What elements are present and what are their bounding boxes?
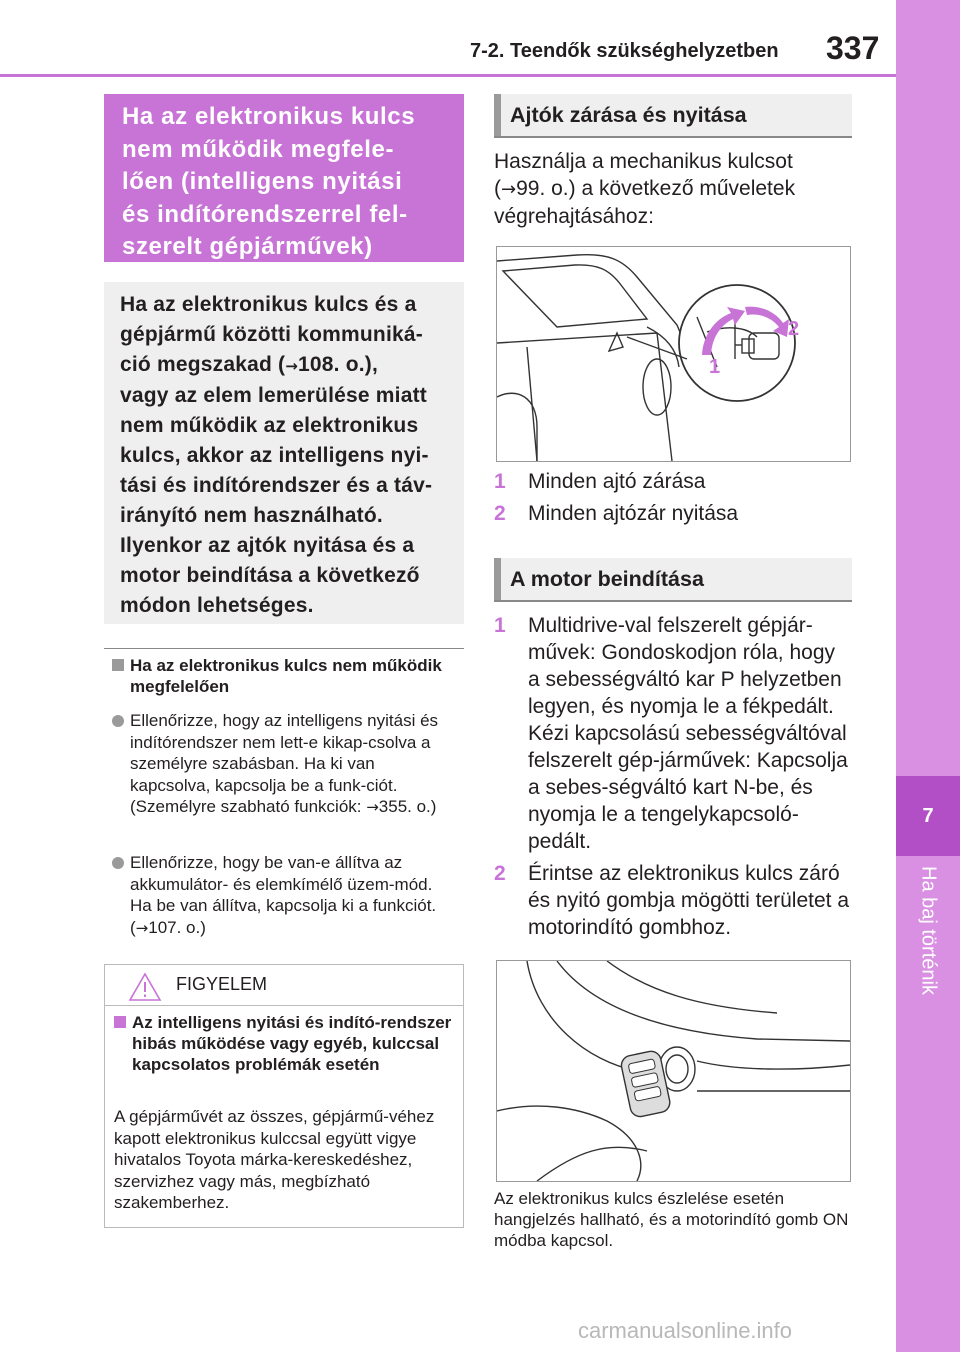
side-tab-chapter-number: 7: [896, 776, 960, 856]
square-bullet-icon: [114, 1016, 126, 1028]
list-number: 2: [494, 502, 506, 525]
list-item: [494, 860, 852, 941]
intro-box: [104, 282, 464, 624]
door-key-drawing: [497, 247, 850, 461]
illus-label-2: 2: [788, 318, 800, 340]
illustration-caption: Az elektronikus kulcs észlelése esetén hangjelzés hallható, és a motorindító gomb ON módba kapcsol.: [494, 1189, 849, 1250]
chapter-title: 7-2. Teendők szükséghelyzetben: [470, 40, 779, 62]
title-line: nem működik megfele-: [122, 135, 395, 163]
intro-line: Ha az elektronikus kulcs és a: [120, 293, 417, 316]
list-item: [494, 468, 854, 495]
doors-intro-text: Használja a mechanikus kulcsot: [494, 150, 793, 173]
title-line: szerelt gépjárművek): [122, 233, 373, 260]
intro-line: Ilyenkor az ajtók nyitása és a: [120, 534, 415, 557]
section-heading-engine: A motor beindítása: [494, 558, 852, 602]
page-ref-link[interactable]: 108. o.),: [298, 353, 379, 376]
square-bullet-icon: [112, 659, 124, 671]
page-ref-arrow-icon: →: [366, 798, 379, 816]
list-text: Minden ajtó zárása: [528, 470, 706, 493]
intro-line: [120, 350, 456, 381]
title-line: és indítórendszerrel fel-: [122, 200, 408, 228]
list-number: 2: [494, 862, 506, 885]
bullet-item: [112, 852, 457, 939]
doors-intro-text-ref: 99. o.) a következő műveletek végrehajtásához:: [494, 177, 796, 228]
subheading-text: Ha az elektronikus kulcs nem működik megfelelően: [130, 656, 442, 696]
page-ref-arrow-icon: →: [135, 918, 149, 937]
intro-line: nem működik az elektronikus: [120, 414, 419, 437]
list-text: Minden ajtózár nyitása: [528, 502, 739, 525]
bullet-text: Ellenőrizze, hogy be van-e állítva az akkumulátor- és elemkímélő üzem-mód. Ha be van állítva, kapcsolja ki a funkciót. (: [130, 853, 437, 937]
side-tab-chapter-name-text: Ha baj történik: [917, 866, 940, 995]
list-item: [494, 500, 854, 527]
bullet-dot-icon: [112, 715, 124, 727]
bullet-dot-icon: [112, 857, 124, 869]
page-ref-arrow-icon: →: [285, 357, 299, 375]
illus-label-1: 1: [709, 356, 721, 378]
watermark: carmanualsonline.info: [578, 1318, 793, 1343]
side-tab-chapter-name: [896, 866, 960, 1016]
side-tab-bar: [896, 0, 960, 1352]
list-text: Érintse az elektronikus kulcs záró és nyitó gombja mögötti területet a motorindító gombhoz.: [528, 862, 850, 939]
list-item: [494, 612, 852, 855]
intro-line: motor beindítása a következő: [120, 564, 420, 587]
warning-text: A gépjárművét az összes, gépjármű-véhez kapott elektronikus kulccsal együtt vigye hivatalos Toyota márka-kereskedéshez, szervizhez vagy más, megbízható szakemberhez.: [114, 1107, 435, 1212]
page-ref-link[interactable]: 107. o.): [148, 917, 206, 937]
intro-line: módon lehetséges.: [120, 594, 314, 617]
subheading: [112, 655, 470, 697]
list-text: Multidrive-val felszerelt gépjár-művek: Gondoskodjon róla, hogy a sebességváltó kar P helyzetben legyen, és nyomja le a fékpedált. Kézi kapcsolású sebességváltóval felszerelt gép-járművek: Kapcsolja a sebes-ségváltó kart N-be, és nyomja le a tengelykapcsoló-pedált.: [528, 614, 848, 853]
warning-title: FIGYELEM: [176, 974, 268, 994]
start-button-drawing: [497, 961, 850, 1181]
intro-line: kulcs, akkor az intelligens nyi-: [120, 444, 429, 467]
header-rule: [0, 74, 896, 77]
intro-line: irányító nem használható.: [120, 504, 383, 527]
section-title-box: [104, 94, 464, 262]
page-ref-arrow-icon: →: [501, 179, 517, 200]
bullet-text: Ellenőrizze, hogy az intelligens nyitási és indítórendszer nem lett-e kikap-csolva a személyre szabásban. Ha ki van kapcsolva, kapcsolja be a funk-ciót. (Személyre szabható funkciók:: [130, 711, 439, 816]
title-line: Ha az elektronikus kulcs: [122, 103, 416, 130]
divider: [104, 648, 464, 649]
page-number: 337: [826, 30, 880, 66]
intro-line: gépjármű közötti kommuniká-: [120, 323, 423, 346]
start-button-illustration: [496, 960, 851, 1182]
door-key-illustration: [496, 246, 851, 462]
doors-intro: Használja a mechanikus kulcsot (→99. o.) a következő műveletek végrehajtásához:: [494, 150, 796, 228]
warning-triangle-icon: [128, 972, 162, 1002]
title-line: lően (intelligens nyitási: [122, 168, 403, 195]
warning-subheading: [114, 1012, 472, 1075]
list-number: 1: [494, 614, 506, 637]
list-number: 1: [494, 470, 506, 493]
bullet-item: [112, 710, 457, 819]
intro-line: tási és indítórendszer és a táv-: [120, 474, 433, 497]
intro-line-text: ció megszakad (: [120, 353, 286, 376]
section-heading-doors: Ajtók zárása és nyitása: [494, 94, 852, 138]
warning-subheading-text: Az intelligens nyitási és indító-rendszer hibás működése vagy egyéb, kulccsal kapcsolatos problémák esetén: [132, 1013, 452, 1074]
page-ref-link[interactable]: 355. o.): [378, 797, 437, 816]
intro-line: vagy az elem lemerülése miatt: [120, 384, 427, 407]
